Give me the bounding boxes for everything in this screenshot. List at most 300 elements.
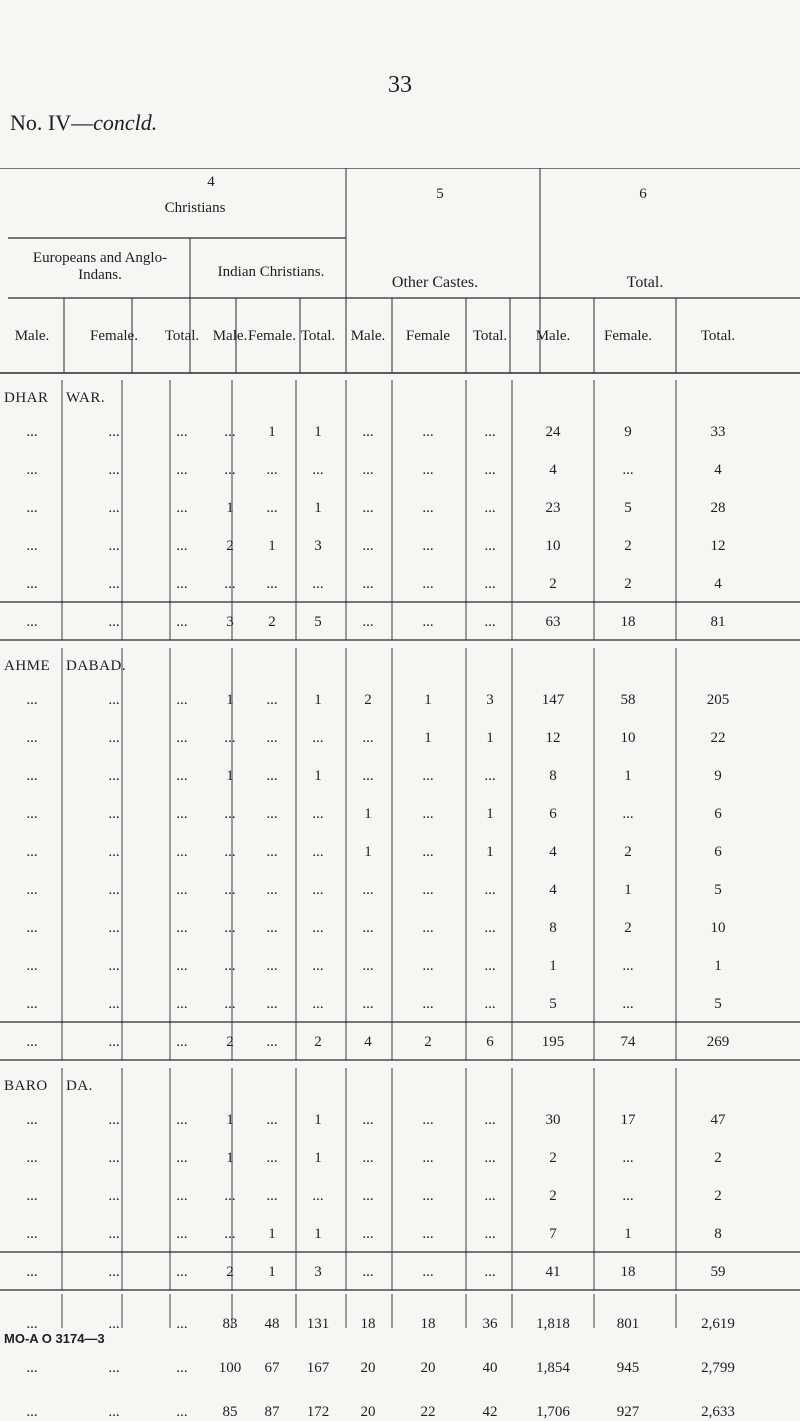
table-cell: 1 bbox=[226, 1150, 234, 1166]
grand-total-cell: 20 bbox=[360, 1404, 376, 1420]
table-cell: ... bbox=[484, 1226, 496, 1242]
table-cell: 28 bbox=[710, 500, 726, 516]
grand-total-cell: 83 bbox=[222, 1316, 238, 1332]
table-cell: ... bbox=[26, 576, 38, 592]
table-cell: ... bbox=[312, 730, 324, 746]
table-cell: ... bbox=[224, 996, 236, 1012]
table-cell: ... bbox=[176, 424, 188, 440]
column-header: Total. bbox=[300, 328, 336, 344]
grand-total-cell: 67 bbox=[264, 1360, 280, 1376]
table-cell: ... bbox=[26, 462, 38, 478]
table-cell: ... bbox=[176, 1226, 188, 1242]
subtotal-cell: ... bbox=[362, 614, 374, 630]
table-cell: ... bbox=[108, 844, 120, 860]
grand-total-cell: ... bbox=[108, 1360, 120, 1376]
grand-total-cell: ... bbox=[108, 1316, 120, 1332]
table-cell: ... bbox=[312, 1188, 324, 1204]
table-cell: ... bbox=[176, 882, 188, 898]
subtotal-cell: 63 bbox=[545, 614, 561, 630]
table-cell: ... bbox=[224, 882, 236, 898]
table-cell: 1 bbox=[549, 958, 557, 974]
column-header: Total. bbox=[164, 328, 200, 344]
table-cell: 1 bbox=[226, 692, 234, 708]
table-cell: ... bbox=[484, 996, 496, 1012]
table-cell: 1 bbox=[226, 768, 234, 784]
table-cell: ... bbox=[224, 576, 236, 592]
grand-total-cell: 18 bbox=[360, 1316, 376, 1332]
group-title-other: Other Castes. bbox=[391, 274, 479, 291]
table-cell: ... bbox=[224, 844, 236, 860]
subtotal-cell: 2 bbox=[268, 614, 276, 630]
table-cell: ... bbox=[362, 462, 374, 478]
subtotal-cell: ... bbox=[176, 1034, 188, 1050]
table-cell: ... bbox=[224, 424, 236, 440]
table-cell: ... bbox=[422, 1112, 434, 1128]
subtotal-cell: 5 bbox=[314, 614, 322, 630]
heading-label: No. IV— bbox=[10, 110, 94, 135]
table-cell: ... bbox=[108, 768, 120, 784]
table-cell: 1 bbox=[486, 730, 494, 746]
subtotal-cell: ... bbox=[484, 1264, 496, 1280]
table-cell: ... bbox=[622, 462, 634, 478]
table-cell: ... bbox=[108, 538, 120, 554]
table-cell: ... bbox=[422, 958, 434, 974]
table-cell: ... bbox=[362, 1150, 374, 1166]
table-cell: ... bbox=[266, 996, 278, 1012]
grand-total-cell: 20 bbox=[360, 1360, 376, 1376]
subtotal-cell: 18 bbox=[620, 614, 636, 630]
table-cell: ... bbox=[176, 920, 188, 936]
table-cell: 5 bbox=[624, 500, 632, 516]
table-cell: ... bbox=[108, 1150, 120, 1166]
subtotal-cell: ... bbox=[422, 614, 434, 630]
table-cell: ... bbox=[26, 996, 38, 1012]
table-cell: ... bbox=[484, 920, 496, 936]
grand-total-cell: ... bbox=[26, 1360, 38, 1376]
table-cell: ... bbox=[224, 1226, 236, 1242]
table-cell: ... bbox=[26, 538, 38, 554]
table-cell: ... bbox=[362, 1112, 374, 1128]
table-cell: ... bbox=[362, 500, 374, 516]
table-cell: ... bbox=[422, 500, 434, 516]
table-cell: 1 bbox=[314, 500, 322, 516]
table-cell: ... bbox=[176, 1150, 188, 1166]
table-cell: 6 bbox=[549, 806, 557, 822]
table-cell: ... bbox=[362, 424, 374, 440]
section-name-right: DABAD. bbox=[66, 658, 127, 674]
table-cell: 22 bbox=[710, 730, 726, 746]
table-cell: 205 bbox=[706, 692, 730, 708]
table-cell: ... bbox=[26, 1226, 38, 1242]
subtotal-cell: ... bbox=[108, 1264, 120, 1280]
table-cell: 12 bbox=[545, 730, 561, 746]
table-cell: ... bbox=[108, 1188, 120, 1204]
subtotal-cell: 1 bbox=[268, 1264, 276, 1280]
table-cell: ... bbox=[176, 844, 188, 860]
section-name-right: DA. bbox=[66, 1078, 93, 1094]
table-cell: ... bbox=[266, 768, 278, 784]
table-cell: ... bbox=[26, 424, 38, 440]
table-cell: 4 bbox=[549, 462, 557, 478]
grand-total-cell: ... bbox=[108, 1404, 120, 1420]
table-cell: ... bbox=[484, 1112, 496, 1128]
subtotal-cell: 3 bbox=[226, 614, 234, 630]
table-cell: ... bbox=[176, 462, 188, 478]
table-cell: 1 bbox=[226, 500, 234, 516]
table-cell: 6 bbox=[714, 844, 722, 860]
table-cell: ... bbox=[362, 958, 374, 974]
table-cell: ... bbox=[422, 768, 434, 784]
table-cell: ... bbox=[362, 996, 374, 1012]
table-cell: 5 bbox=[714, 996, 722, 1012]
table-cell: 2 bbox=[549, 1150, 557, 1166]
subgroup-indian-christians: Indian Christians. bbox=[217, 264, 325, 280]
grand-total-cell: 87 bbox=[264, 1404, 280, 1420]
subtotal-cell: 2 bbox=[424, 1034, 432, 1050]
subtotal-cell: ... bbox=[266, 1034, 278, 1050]
subtotal-cell: 74 bbox=[620, 1034, 636, 1050]
subtotal-cell: 2 bbox=[314, 1034, 322, 1050]
table-cell: 1 bbox=[268, 1226, 276, 1242]
column-header: Male. bbox=[535, 328, 571, 344]
table-cell: ... bbox=[176, 1188, 188, 1204]
column-header: Female. bbox=[604, 328, 652, 344]
table-cell: 58 bbox=[620, 692, 636, 708]
table-cell: 1 bbox=[624, 768, 632, 784]
grand-total-cell: 1,854 bbox=[536, 1360, 570, 1376]
column-header: Total. bbox=[472, 328, 508, 344]
grand-total-cell: 36 bbox=[482, 1316, 498, 1332]
table-cell: ... bbox=[422, 996, 434, 1012]
table-cell: ... bbox=[484, 768, 496, 784]
grand-total-cell: 40 bbox=[482, 1360, 498, 1376]
table-cell: ... bbox=[176, 996, 188, 1012]
column-header: Female. bbox=[90, 328, 138, 344]
table-cell: 4 bbox=[549, 882, 557, 898]
table-cell: 2 bbox=[549, 576, 557, 592]
subtotal-cell: 2 bbox=[226, 1034, 234, 1050]
table-cell: ... bbox=[224, 958, 236, 974]
table-cell: ... bbox=[312, 844, 324, 860]
subtotal-cell: 41 bbox=[545, 1264, 561, 1280]
column-header: Female. bbox=[248, 328, 296, 344]
table-cell: 1 bbox=[714, 958, 722, 974]
table-cell: ... bbox=[484, 462, 496, 478]
section-name-left: AHME bbox=[4, 658, 51, 674]
table-cell: 1 bbox=[226, 1112, 234, 1128]
table-cell: 3 bbox=[314, 538, 322, 554]
table-cell: 2 bbox=[714, 1188, 722, 1204]
table-cell: ... bbox=[26, 920, 38, 936]
table-cell: ... bbox=[622, 806, 634, 822]
table-cell: ... bbox=[26, 500, 38, 516]
table-cell: 6 bbox=[714, 806, 722, 822]
grand-total-cell: 18 bbox=[420, 1316, 436, 1332]
group-number-christians: 4 bbox=[207, 174, 215, 190]
table-cell: ... bbox=[362, 538, 374, 554]
grand-total-cell: 801 bbox=[616, 1316, 640, 1332]
grand-total-cell: 100 bbox=[218, 1360, 242, 1376]
grand-total-cell: ... bbox=[26, 1316, 38, 1332]
table-cell: 2 bbox=[364, 692, 372, 708]
table-cell: ... bbox=[422, 538, 434, 554]
table-cell: 2 bbox=[624, 576, 632, 592]
table-cell: 2 bbox=[226, 538, 234, 554]
table-cell: 1 bbox=[486, 806, 494, 822]
grand-total-cell: 42 bbox=[482, 1404, 498, 1420]
table-cell: ... bbox=[26, 844, 38, 860]
grand-total-cell: 2,799 bbox=[701, 1360, 735, 1376]
table-cell: 1 bbox=[314, 424, 322, 440]
table-cell: ... bbox=[622, 1150, 634, 1166]
table-cell: ... bbox=[622, 958, 634, 974]
table-cell: 47 bbox=[710, 1112, 726, 1128]
table-cell: ... bbox=[312, 882, 324, 898]
table-cell: ... bbox=[266, 1112, 278, 1128]
table-cell: 3 bbox=[486, 692, 494, 708]
column-header: Male. bbox=[212, 328, 248, 344]
table-cell: 1 bbox=[624, 882, 632, 898]
table-cell: 33 bbox=[710, 424, 726, 440]
table-cell: ... bbox=[176, 768, 188, 784]
grand-total-cell: 1,818 bbox=[536, 1316, 570, 1332]
table-cell: ... bbox=[108, 730, 120, 746]
table-cell: 4 bbox=[549, 844, 557, 860]
table-cell: ... bbox=[108, 1112, 120, 1128]
subtotal-cell: 59 bbox=[710, 1264, 726, 1280]
table-cell: ... bbox=[26, 768, 38, 784]
table-cell: 1 bbox=[364, 806, 372, 822]
subtotal-cell: ... bbox=[108, 1034, 120, 1050]
subtotal-cell: ... bbox=[26, 1034, 38, 1050]
grand-total-cell: 172 bbox=[306, 1404, 330, 1420]
table-cell: ... bbox=[266, 576, 278, 592]
table-cell: ... bbox=[108, 692, 120, 708]
subtotal-cell: 2 bbox=[226, 1264, 234, 1280]
table-cell: ... bbox=[108, 500, 120, 516]
column-header: Male. bbox=[14, 328, 50, 344]
table-cell: ... bbox=[26, 1150, 38, 1166]
grand-total-cell: ... bbox=[176, 1360, 188, 1376]
subtotal-cell: ... bbox=[484, 614, 496, 630]
table-cell: 30 bbox=[545, 1112, 561, 1128]
table-cell: ... bbox=[26, 730, 38, 746]
grand-total-cell: 945 bbox=[616, 1360, 640, 1376]
table-cell: ... bbox=[266, 882, 278, 898]
table-cell: 1 bbox=[424, 692, 432, 708]
table-cell: 1 bbox=[314, 692, 322, 708]
table-cell: 1 bbox=[486, 844, 494, 860]
table-cell: 2 bbox=[624, 844, 632, 860]
table-cell: ... bbox=[176, 958, 188, 974]
print-code: MO-A O 3174—3 bbox=[4, 1331, 105, 1346]
table-cell: ... bbox=[176, 730, 188, 746]
table-cell: ... bbox=[484, 424, 496, 440]
grand-total-cell: 20 bbox=[420, 1360, 436, 1376]
table-cell: 1 bbox=[314, 1112, 322, 1128]
table-cell: ... bbox=[176, 692, 188, 708]
section-name-left: DHAR bbox=[4, 390, 49, 406]
table-cell: ... bbox=[362, 920, 374, 936]
table-cell: ... bbox=[266, 692, 278, 708]
table-cell: ... bbox=[484, 882, 496, 898]
column-header: Male. bbox=[350, 328, 386, 344]
table-cell: ... bbox=[312, 806, 324, 822]
table-cell: ... bbox=[422, 1226, 434, 1242]
table-cell: ... bbox=[622, 996, 634, 1012]
group-title-christians: Christians bbox=[164, 200, 226, 216]
grand-total-cell: ... bbox=[176, 1404, 188, 1420]
table-cell: 1 bbox=[364, 844, 372, 860]
table-cell: 4 bbox=[714, 462, 722, 478]
table-cell: ... bbox=[312, 920, 324, 936]
table-cell: ... bbox=[422, 920, 434, 936]
grand-total-cell: 2,619 bbox=[701, 1316, 735, 1332]
table-cell: 8 bbox=[714, 1226, 722, 1242]
table-cell: ... bbox=[266, 806, 278, 822]
table-cell: ... bbox=[176, 538, 188, 554]
subtotal-cell: ... bbox=[176, 614, 188, 630]
table-cell: 2 bbox=[714, 1150, 722, 1166]
table-cell: 1 bbox=[314, 768, 322, 784]
column-header: Female bbox=[405, 328, 451, 344]
table-cell: 147 bbox=[541, 692, 565, 708]
table-cell: ... bbox=[224, 462, 236, 478]
table-cell: 1 bbox=[268, 538, 276, 554]
table-cell: ... bbox=[176, 576, 188, 592]
table-cell: ... bbox=[26, 692, 38, 708]
heading-suffix: concld. bbox=[93, 110, 158, 135]
table-cell: ... bbox=[422, 1150, 434, 1166]
table-cell: ... bbox=[108, 576, 120, 592]
table-cell: ... bbox=[422, 844, 434, 860]
table-cell: ... bbox=[484, 576, 496, 592]
grand-total-cell: 167 bbox=[306, 1360, 330, 1376]
table-cell: 5 bbox=[549, 996, 557, 1012]
subgroup-europeans: Europeans and Anglo-Indans. bbox=[32, 250, 168, 283]
table-cell: ... bbox=[484, 1188, 496, 1204]
subtotal-cell: 6 bbox=[486, 1034, 494, 1050]
table-cell: 9 bbox=[624, 424, 632, 440]
table-cell: 24 bbox=[545, 424, 561, 440]
table-cell: ... bbox=[26, 1188, 38, 1204]
table-cell: 10 bbox=[545, 538, 561, 554]
grand-total-cell: 2,633 bbox=[701, 1404, 735, 1420]
table-cell: 1 bbox=[314, 1150, 322, 1166]
table-cell: ... bbox=[266, 920, 278, 936]
table-cell: ... bbox=[108, 424, 120, 440]
table-cell: ... bbox=[484, 958, 496, 974]
table-cell: ... bbox=[266, 1188, 278, 1204]
grand-total-cell: 927 bbox=[616, 1404, 640, 1420]
table-cell: ... bbox=[26, 958, 38, 974]
column-header: Total. bbox=[700, 328, 736, 344]
table-cell: ... bbox=[224, 730, 236, 746]
table-cell: ... bbox=[108, 920, 120, 936]
grand-total-cell: 85 bbox=[222, 1404, 238, 1420]
table-cell: ... bbox=[362, 1188, 374, 1204]
table-cell: ... bbox=[266, 844, 278, 860]
table-cell: ... bbox=[312, 996, 324, 1012]
subtotal-cell: ... bbox=[362, 1264, 374, 1280]
table-cell: 17 bbox=[620, 1112, 636, 1128]
table-cell: ... bbox=[224, 806, 236, 822]
table-cell: 1 bbox=[314, 1226, 322, 1242]
table-cell: ... bbox=[108, 462, 120, 478]
table-cell: 12 bbox=[710, 538, 726, 554]
page-number: 33 bbox=[388, 72, 412, 98]
table-cell: ... bbox=[176, 806, 188, 822]
table-cell: ... bbox=[422, 462, 434, 478]
table-cell: 2 bbox=[549, 1188, 557, 1204]
table-cell: ... bbox=[422, 806, 434, 822]
table-cell: ... bbox=[266, 462, 278, 478]
table-cell: 1 bbox=[424, 730, 432, 746]
table-cell: ... bbox=[362, 768, 374, 784]
table-cell: ... bbox=[422, 576, 434, 592]
subtotal-cell: ... bbox=[108, 614, 120, 630]
table-cell: ... bbox=[224, 920, 236, 936]
table-cell: ... bbox=[176, 500, 188, 516]
table-cell: ... bbox=[26, 806, 38, 822]
table-cell: ... bbox=[422, 1188, 434, 1204]
subtotal-cell: 195 bbox=[541, 1034, 565, 1050]
table-cell: ... bbox=[422, 424, 434, 440]
grand-total-cell: 131 bbox=[306, 1316, 330, 1332]
subtotal-cell: 81 bbox=[710, 614, 726, 630]
table-cell: ... bbox=[266, 1150, 278, 1166]
subtotal-cell: ... bbox=[176, 1264, 188, 1280]
table-cell: ... bbox=[362, 576, 374, 592]
subtotal-cell: 18 bbox=[620, 1264, 636, 1280]
table-cell: ... bbox=[362, 730, 374, 746]
table-cell: 2 bbox=[624, 920, 632, 936]
group-title-total: Total. bbox=[626, 274, 664, 291]
table-cell: 4 bbox=[714, 576, 722, 592]
table-cell: ... bbox=[312, 958, 324, 974]
table-cell: 5 bbox=[714, 882, 722, 898]
table-cell: ... bbox=[484, 538, 496, 554]
table-cell: ... bbox=[266, 958, 278, 974]
table-cell: ... bbox=[312, 462, 324, 478]
table-cell: ... bbox=[266, 730, 278, 746]
table-cell: 10 bbox=[710, 920, 726, 936]
subtotal-cell: ... bbox=[422, 1264, 434, 1280]
table-cell: ... bbox=[484, 500, 496, 516]
section-name-right: WAR. bbox=[66, 390, 106, 406]
table-cell: 8 bbox=[549, 920, 557, 936]
table-continuation-heading bbox=[10, 110, 157, 136]
table-cell: ... bbox=[266, 500, 278, 516]
table-cell: 7 bbox=[549, 1226, 557, 1242]
table-cell: 23 bbox=[545, 500, 561, 516]
table-cell: ... bbox=[176, 1112, 188, 1128]
table-cell: ... bbox=[108, 882, 120, 898]
grand-total-cell: 1,706 bbox=[536, 1404, 570, 1420]
table-cell: ... bbox=[484, 1150, 496, 1166]
table-cell: ... bbox=[108, 996, 120, 1012]
table-cell: 8 bbox=[549, 768, 557, 784]
table-cell: 9 bbox=[714, 768, 722, 784]
table-cell: ... bbox=[26, 1112, 38, 1128]
subtotal-cell: ... bbox=[26, 1264, 38, 1280]
subtotal-cell: ... bbox=[26, 614, 38, 630]
table-cell: 1 bbox=[624, 1226, 632, 1242]
section-name-left: BARO bbox=[4, 1078, 48, 1094]
table-cell: ... bbox=[312, 576, 324, 592]
table-cell: ... bbox=[422, 882, 434, 898]
table-cell: 10 bbox=[620, 730, 636, 746]
